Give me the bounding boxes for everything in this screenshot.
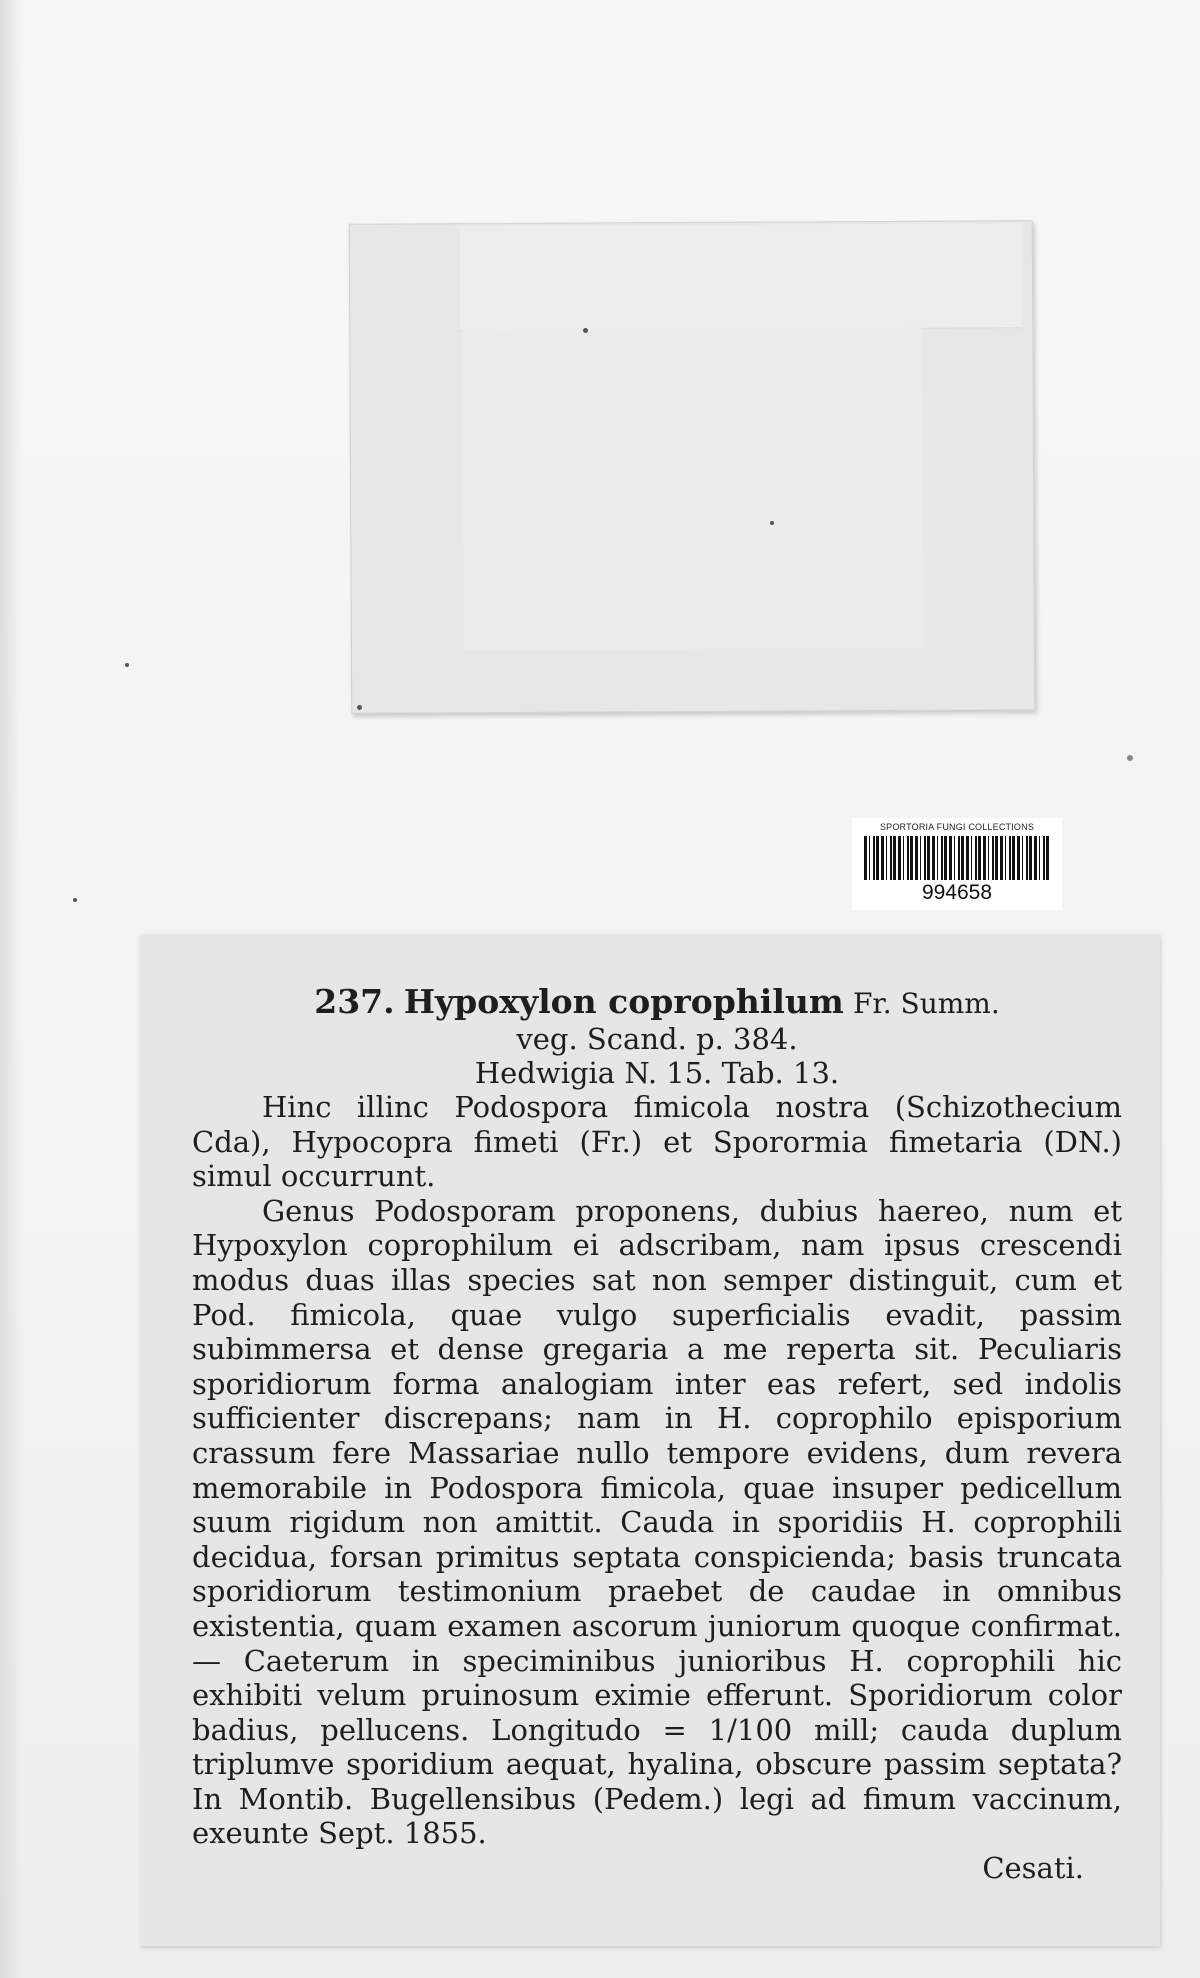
collector-signature: Cesati. bbox=[982, 1851, 1084, 1886]
label-paragraph-2: Genus Podosporam proponens, dubius haereo, num et Hypoxylon coprophilum ei adscribam, nam ipsus crescendi modus duas illas species sat non semper distinguit, cum et Pod. fimicola, quae vulgo superficialis evadit, passim subimmersa et dense gregaria a me reperta sit. Peculiaris sporidiorum forma analogiam inter eas refert, sed indolis sufficienter discrepans; nam in H. coprophilo episporium crassum fere Massariae nullo tempore evidens, dum revera memorabile in Podospora fimicola, quae insuper pedicellum suum rigidum non amittit. Cauda in sporidiis H. coprophili decidua, forsan primitus septata conspicienda; basis truncata sporidiorum testimonium praebet de caudae in omnibus existentia, quam examen ascorum juniorum quoque confirmat. — Caeterum in speciminibus junioribus H. coprophili hic exhibiti velum pruinosum eximie efferunt. Sporidiorum color badius, pellucens. Longitudo = 1/100 mill; cauda duplum triplumve sporidium aequat, hyalina, obscure passim septata? In Montib. Bugellensibus (Pedem.) legi ad fimum vaccinum, exeunte Sept. 1855. bbox=[192, 1193, 1122, 1851]
barcode-icon bbox=[864, 836, 1050, 880]
speck-mark bbox=[770, 521, 774, 525]
reference-line-1: veg. Scand. p. 384. bbox=[516, 1022, 798, 1056]
barcode-number: 994658 bbox=[921, 881, 993, 904]
sheet-edge-shadow bbox=[0, 0, 22, 1978]
speck-mark bbox=[125, 663, 129, 667]
exsiccata-number: 237. bbox=[314, 982, 395, 1021]
printed-label bbox=[140, 934, 1160, 1946]
speck-mark bbox=[583, 328, 588, 333]
species-author: Fr. Summ. bbox=[853, 987, 1000, 1020]
speck-mark bbox=[73, 898, 77, 902]
barcode-label bbox=[852, 818, 1062, 910]
label-text bbox=[192, 984, 1122, 1886]
packet-inner-panel bbox=[462, 328, 924, 650]
specimen-packet bbox=[349, 220, 1036, 714]
species-name: Hypoxylon coprophilum bbox=[403, 982, 844, 1021]
label-heading bbox=[192, 984, 1122, 1022]
speck-mark bbox=[357, 705, 362, 710]
reference-line-2: Hedwigia N. 15. Tab. 13. bbox=[474, 1056, 840, 1090]
label-paragraph-1: Hinc illinc Podospora fimicola nostra (Schizothecium Cda), Hypocopra fimeti (Fr.) et Sporormia fimetaria (DN.) simul occurrunt. bbox=[192, 1090, 1122, 1194]
packet-flap bbox=[460, 223, 1023, 331]
barcode-caption: SPORTORIA FUNGI COLLECTIONS bbox=[879, 822, 1035, 832]
speck-mark bbox=[1127, 755, 1133, 761]
